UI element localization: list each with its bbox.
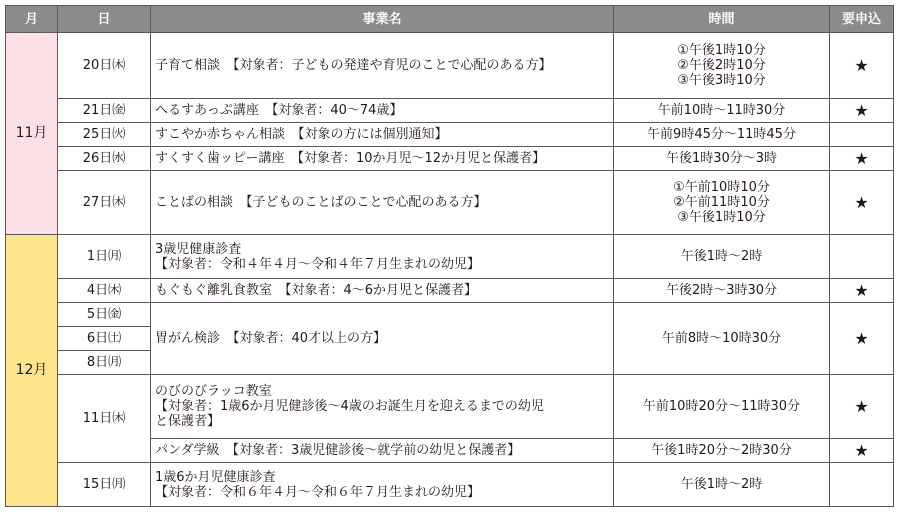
header-row bbox=[6, 6, 894, 33]
application-required-star bbox=[830, 235, 894, 279]
table-row bbox=[6, 279, 894, 303]
application-required-star bbox=[830, 123, 894, 147]
application-required-star: ★ bbox=[830, 171, 894, 235]
time-cell bbox=[614, 171, 830, 235]
time-cell: 午前10時20分～11時30分 bbox=[614, 375, 830, 439]
program-name-line: 【対象者：令和６年４月～令和６年７月生まれの幼児】 bbox=[155, 484, 481, 500]
application-required-star: ★ bbox=[830, 33, 894, 99]
time-cell: 午前10時～11時30分 bbox=[614, 99, 830, 123]
application-required-star: ★ bbox=[830, 303, 894, 375]
program-name-line: のびのびラッコ教室 bbox=[155, 384, 272, 399]
table-row bbox=[6, 123, 894, 147]
table-row bbox=[6, 463, 894, 507]
day-cell: 20日㈭ bbox=[58, 33, 151, 99]
program-name-cell: 胃がん検診 【対象者：40才以上の方】 bbox=[151, 303, 614, 375]
program-name-line: 1歳6か月児健康診査 bbox=[155, 469, 276, 485]
time-cell: 午前9時45分～11時45分 bbox=[614, 123, 830, 147]
program-name-cell: ことばの相談 【子どものことばのことで心配のある方】 bbox=[151, 171, 614, 235]
application-required-star: ★ bbox=[830, 147, 894, 171]
day-cell: 26日㈬ bbox=[58, 147, 151, 171]
program-name-line: 【対象者：1歳6か月児健診後～4歳のお誕生月を迎えるまでの幼児 bbox=[155, 399, 544, 414]
time-line: ③午後1時10分 bbox=[677, 210, 766, 225]
time-cell: 午後1時20分～2時30分 bbox=[614, 439, 830, 463]
table-row bbox=[6, 375, 894, 439]
time-cell: 午後1時30分～3時 bbox=[614, 147, 830, 171]
day-cell: 8日㈪ bbox=[58, 351, 151, 375]
day-cell: 21日㈮ bbox=[58, 99, 151, 123]
program-name-line: 3歳児健康診査 bbox=[155, 241, 242, 257]
time-cell: 午前8時～10時30分 bbox=[614, 303, 830, 375]
day-cell: 5日㈮ bbox=[58, 303, 151, 327]
month-cell-november: 11月 bbox=[6, 33, 58, 235]
application-required-star: ★ bbox=[830, 99, 894, 123]
time-line: ①午後1時10分 bbox=[677, 43, 766, 58]
program-name-cell bbox=[151, 235, 614, 279]
time-cell: 午後2時～3時30分 bbox=[614, 279, 830, 303]
program-name-cell bbox=[151, 375, 614, 439]
program-name-cell: へるすあっぷ講座 【対象者：40～74歳】 bbox=[151, 99, 614, 123]
header-application-required: 要申込 bbox=[830, 6, 894, 33]
program-name-line: 【対象者：令和４年４月～令和４年７月生まれの幼児】 bbox=[155, 256, 481, 272]
day-cell: 6日㈯ bbox=[58, 327, 151, 351]
application-required-star: ★ bbox=[830, 439, 894, 463]
table-row bbox=[6, 235, 894, 279]
application-required-star bbox=[830, 463, 894, 507]
program-name-cell: すくすく歯ッピー講座 【対象者：10か月児～12か月児と保護者】 bbox=[151, 147, 614, 171]
header-time: 時間 bbox=[614, 6, 830, 33]
table-row bbox=[6, 303, 894, 327]
time-line: ②午後2時10分 bbox=[677, 58, 766, 73]
table-row bbox=[6, 99, 894, 123]
application-required-star: ★ bbox=[830, 375, 894, 439]
program-name-line: と保護者】 bbox=[155, 414, 221, 429]
time-cell: 午後1時～2時 bbox=[614, 235, 830, 279]
day-cell: 11日㈭ bbox=[58, 375, 151, 463]
time-cell bbox=[614, 33, 830, 99]
day-cell: 1日㈪ bbox=[58, 235, 151, 279]
program-name-cell: すこやか赤ちゃん相談 【対象の方には個別通知】 bbox=[151, 123, 614, 147]
day-cell: 27日㈭ bbox=[58, 171, 151, 235]
time-line: ①午前10時10分 bbox=[673, 180, 770, 195]
day-cell: 4日㈭ bbox=[58, 279, 151, 303]
day-cell: 15日㈪ bbox=[58, 463, 151, 507]
program-name-cell: 子育て相談 【対象者：子どもの発達や育児のことで心配のある方】 bbox=[151, 33, 614, 99]
table-row bbox=[6, 147, 894, 171]
time-line: ②午前11時10分 bbox=[673, 195, 770, 210]
table-row bbox=[6, 33, 894, 99]
month-cell-december: 12月 bbox=[6, 235, 58, 507]
header-program-name: 事業名 bbox=[151, 6, 614, 33]
program-name-cell bbox=[151, 463, 614, 507]
header-day: 日 bbox=[58, 6, 151, 33]
program-name-cell: もぐもぐ離乳食教室 【対象者：4～6か月児と保護者】 bbox=[151, 279, 614, 303]
header-month: 月 bbox=[6, 6, 58, 33]
application-required-star: ★ bbox=[830, 279, 894, 303]
day-cell: 25日㈫ bbox=[58, 123, 151, 147]
time-line: ③午後3時10分 bbox=[677, 73, 766, 88]
program-name-cell: パンダ学級 【対象者：3歳児健診後～就学前の幼児と保護者】 bbox=[151, 439, 614, 463]
time-cell: 午後1時～2時 bbox=[614, 463, 830, 507]
table-row bbox=[6, 171, 894, 235]
schedule-table bbox=[5, 5, 894, 507]
